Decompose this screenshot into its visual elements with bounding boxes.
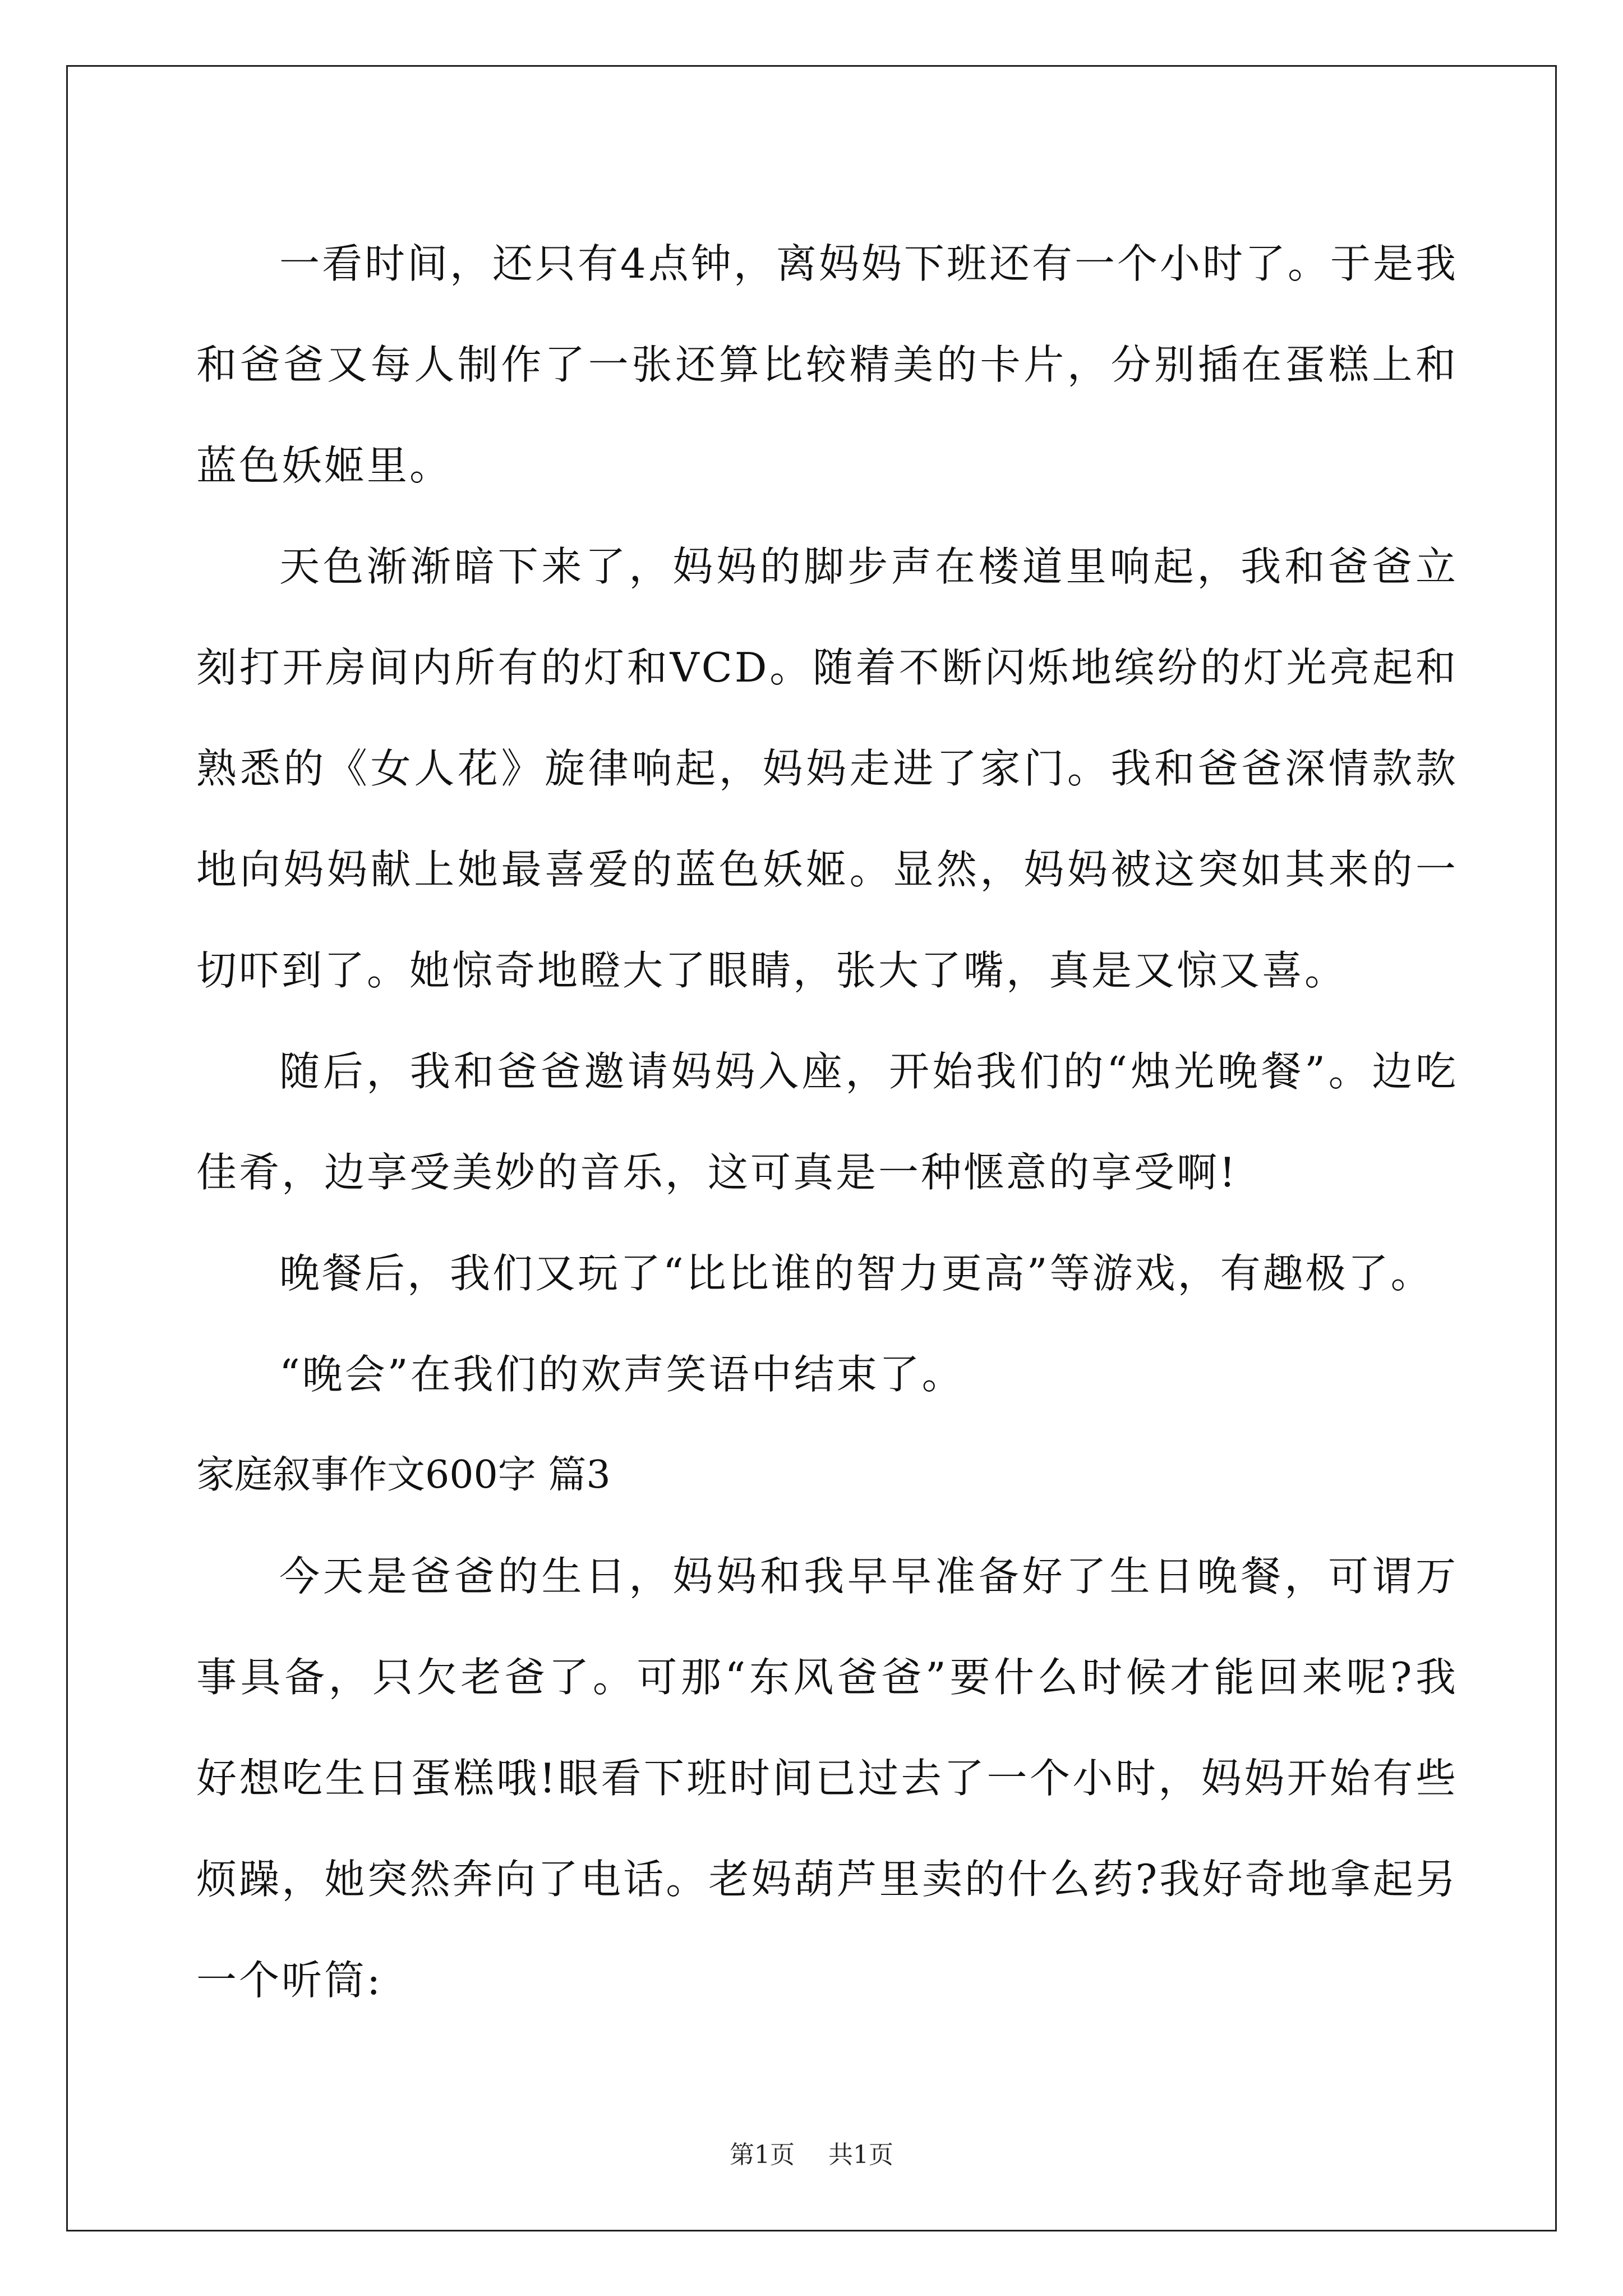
paragraph-4: 晚餐后，我们又玩了“比比谁的智力更高”等游戏，有趣极了。 [279, 1250, 1433, 1297]
section-heading: 家庭叙事作文600字 篇3 [196, 1453, 611, 1497]
paragraph-2: 天色渐渐暗下来了，妈妈的脚步声在楼道里响起，我和爸爸立刻打开房间内所有的灯和VCD。随着不断闪烁地缤纷的灯光亮起和熟悉的《女人花》旋律响起，妈妈走进了家门。我和爸爸深情款款地向妈妈献上她最喜爱的蓝色妖姬。显然，妈妈被这突如其来的一切吓到了。她惊奇地瞪大了眼睛，张大了嘴，真是又惊又喜。 [196, 543, 1458, 994]
paragraph-5: “晚会”在我们的欢声笑语中结束了。 [279, 1351, 965, 1398]
page-footer [0, 2134, 1623, 2170]
page-total: 共1页 [828, 2141, 893, 2169]
paragraph-6: 今天是爸爸的生日，妈妈和我早早准备好了生日晚餐，可谓万事具备，只欠老爸了。可那“东风爸爸”要什么时候才能回来呢?我好想吃生日蛋糕哦!眼看下班时间已过去了一个小时，妈妈开始有些烦躁，她突然奔向了电话。老妈葫芦里卖的什么药?我好奇地拿起另一个听筒: [196, 1553, 1458, 2004]
paragraph-1: 一看时间，还只有4点钟，离妈妈下班还有一个小时了。于是我和爸爸又每人制作了一张还算比较精美的卡片，分别插在蛋糕上和蓝色妖姬里。 [196, 240, 1458, 489]
paragraph-3: 随后，我和爸爸邀请妈妈入座，开始我们的“烛光晚餐”。边吃佳肴，边享受美妙的音乐，这可真是一种惬意的享受啊! [196, 1048, 1458, 1196]
document-body [196, 213, 1458, 2031]
page-number: 第1页 [730, 2141, 795, 2169]
